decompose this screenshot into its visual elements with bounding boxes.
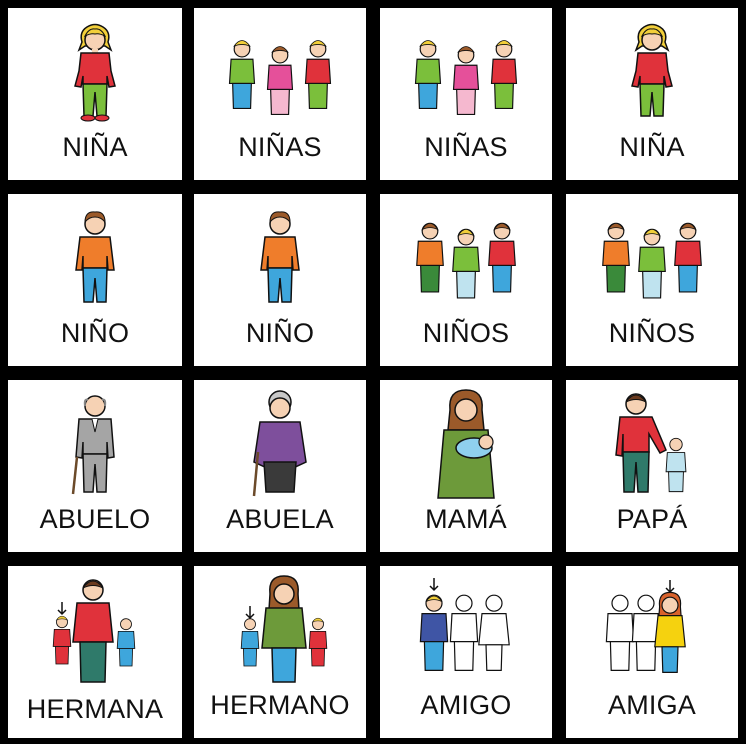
card-ninas-1[interactable] [194, 8, 366, 180]
card-label: NIÑO [60, 318, 130, 348]
card-label: NIÑOS [608, 318, 696, 348]
card-hermana[interactable] [8, 566, 182, 738]
card-label: NIÑAS [238, 132, 322, 162]
card-abuelo[interactable] [8, 380, 182, 552]
card-nino-2[interactable] [194, 194, 366, 366]
card-papa[interactable] [566, 380, 738, 552]
card-label: MAMÁ [425, 504, 507, 534]
card-label: PAPÁ [616, 504, 688, 534]
card-label: AMIGA [607, 690, 696, 720]
card-ninas-2[interactable] [380, 8, 552, 180]
card-amigo[interactable] [380, 566, 552, 738]
card-nina-1[interactable] [8, 8, 182, 180]
card-nino-1[interactable] [8, 194, 182, 366]
card-label: NIÑO [245, 318, 315, 348]
card-label: NIÑA [62, 132, 128, 162]
card-label: NIÑA [619, 132, 685, 162]
card-ninos-1[interactable] [380, 194, 552, 366]
card-nina-2[interactable] [566, 8, 738, 180]
card-label: HERMANA [26, 694, 164, 724]
card-label: ABUELO [39, 504, 151, 534]
card-label: ABUELA [226, 504, 334, 534]
card-mama[interactable] [380, 380, 552, 552]
card-label: HERMANO [210, 690, 350, 720]
card-hermano[interactable] [194, 566, 366, 738]
card-amiga[interactable] [566, 566, 738, 738]
card-abuela[interactable] [194, 380, 366, 552]
card-label: NIÑAS [424, 132, 508, 162]
card-label: NIÑOS [422, 318, 510, 348]
card-label: AMIGO [420, 690, 512, 720]
card-ninos-2[interactable] [566, 194, 738, 366]
